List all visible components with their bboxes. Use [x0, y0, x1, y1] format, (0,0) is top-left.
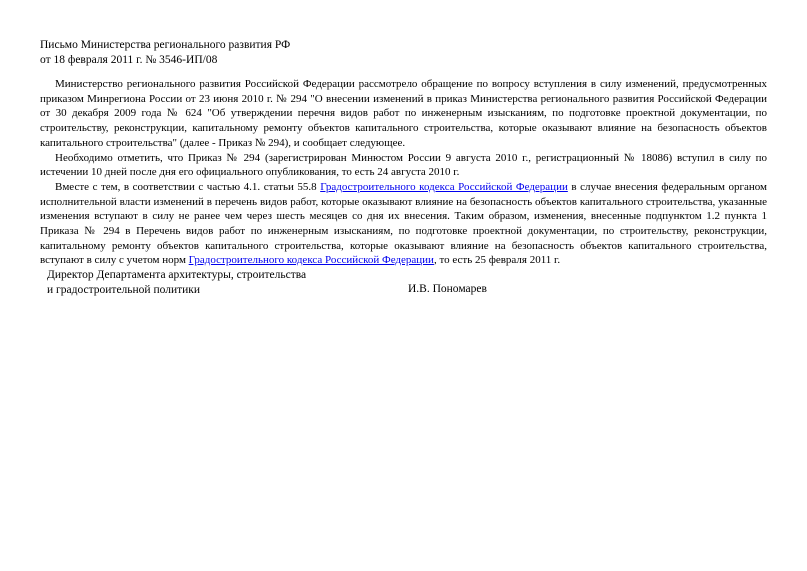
paragraph-2: Необходимо отметить, что Приказ № 294 (зарегистрирован Минюстом России 9 августа 2010 г., регистрационный № 18086) вступил в силу по истечении 10 дней после дня его официального опубликования, то есть 24 августа 2010 г.	[40, 151, 767, 179]
paragraph-3-text-c: , то есть 25 февраля 2011 г.	[433, 254, 561, 267]
document-body	[40, 77, 767, 268]
paragraph-3-text-a: Вместе с тем, в соответствии с частью 4.1. статьи 55.8	[55, 180, 321, 193]
signature-position-line-2: и градостроительной политики	[47, 283, 201, 296]
gradcode-link-1[interactable]: Градостроительного кодекса Российской Федерации	[320, 180, 568, 193]
document-title: Письмо Министерства регионального развития РФ	[40, 39, 291, 51]
paragraph-3-text-b: в случае внесения федеральным органом исполнительной власти изменений в перечень видов работ, которые оказывают влияние на безопасность объектов капитального строительства, указанные изменения вступают в силу не ранее чем через шесть месяцев со дня их внесения. Таким образом, изменения, внесенные подпунктом 1.2 пункта 1 Приказа № 294 в Перечень видов работ по инженерным изысканиям, по подготовке проектной документации, по строительству, реконструкции, капитальному ремонту объектов капитального строительства, которые оказывают влияние на безопасность объектов капитального строительства, вступают в силу с учетом норм	[40, 180, 767, 267]
paragraph-3	[40, 180, 767, 268]
signature-position-line-1: Директор Департамента архитектуры, строительства	[47, 269, 307, 281]
signature-name: И.В. Пономарев	[408, 283, 487, 295]
signature-position	[47, 268, 306, 297]
document-heading	[40, 38, 290, 68]
document-date-number: от 18 февраля 2011 г. № 3546-ИП/08	[40, 54, 218, 66]
gradcode-link-2[interactable]: Градостроительного кодекса Российской Федерации	[188, 254, 434, 267]
paragraph-1: Министерство регионального развития Российской Федерации рассмотрело обращение по вопросу вступления в силу изменений, предусмотренных приказом Минрегиона России от 23 июня 2010 г. № 294 "О внесении изменений в приказ Министерства регионального развития Российской Федерации от 30 декабря 2009 года № 624 "Об утверждении перечня видов работ по инженерным изысканиям, по подготовке проектной документации, по строительству, реконструкции, капитальному ремонту объектов капитального строительства, которые оказывают влияние на безопасность объектов капитального строительства" (далее - Приказ № 294), и сообщает следующее.	[40, 78, 767, 149]
